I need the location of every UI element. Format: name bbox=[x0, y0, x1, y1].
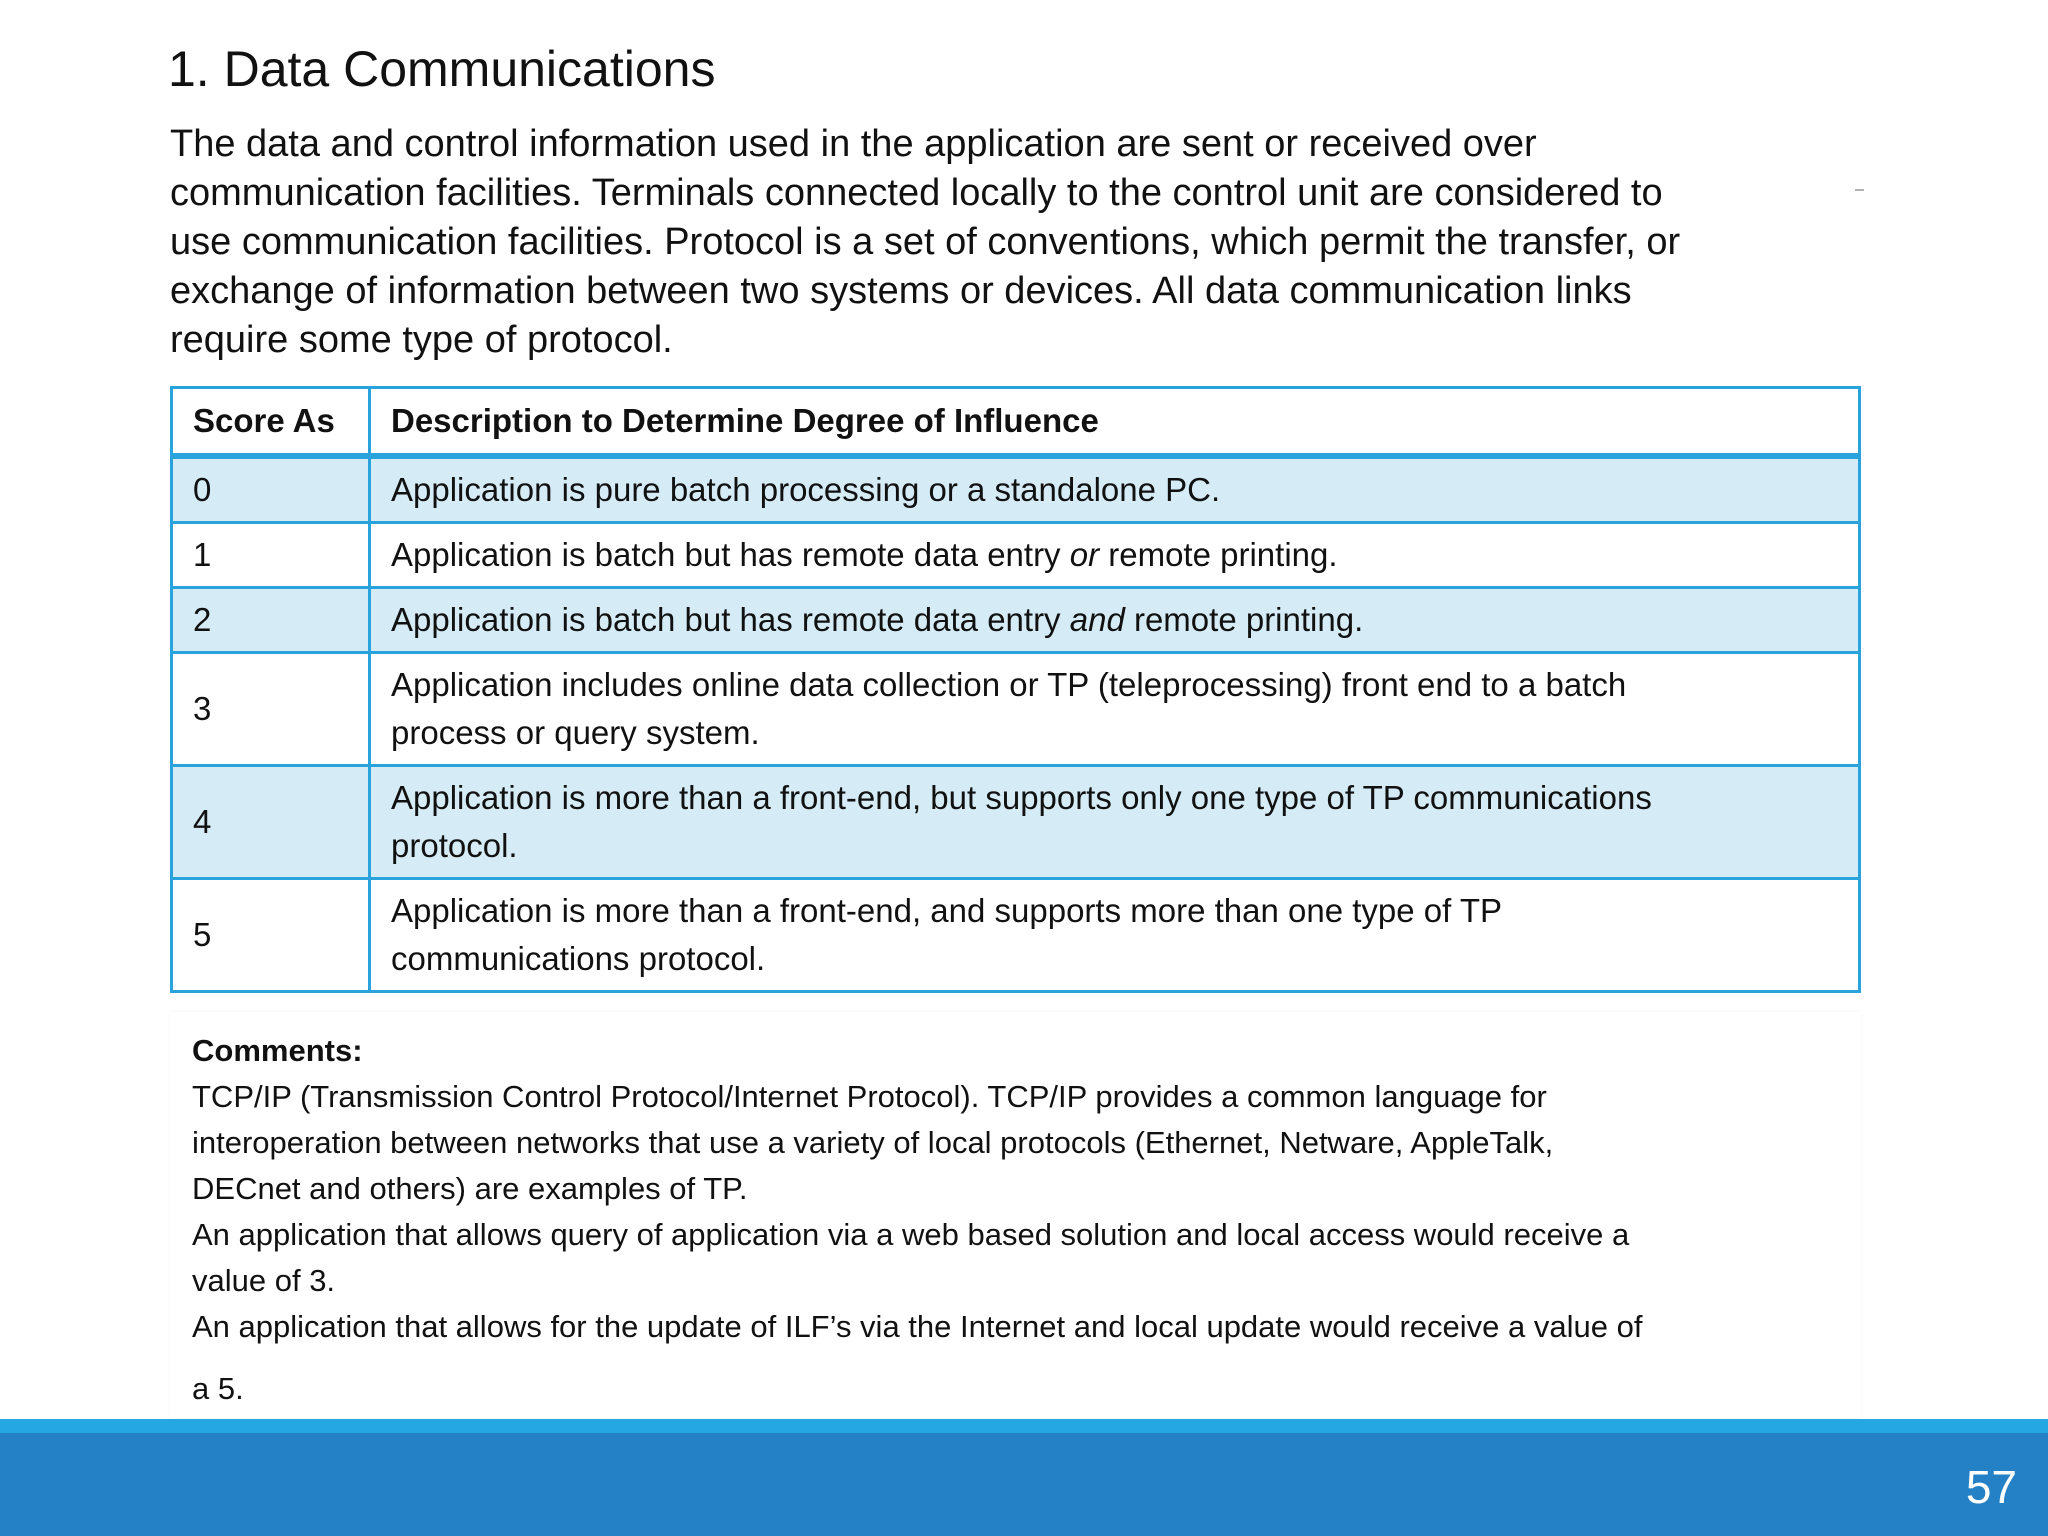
description-cell bbox=[370, 653, 1860, 766]
score-cell: 0 bbox=[172, 456, 370, 523]
comment-line: TCP/IP (Transmission Control Protocol/Internet Protocol). TCP/IP provides a common language for bbox=[192, 1079, 1547, 1114]
stray-dash bbox=[1855, 189, 1864, 191]
description-line: Application is batch but has remote data entry or remote printing. bbox=[391, 536, 1338, 573]
table-row bbox=[172, 879, 1860, 992]
intro-line: communication facilities. Terminals connected locally to the control unit are considered to bbox=[170, 172, 1663, 214]
comments-box bbox=[170, 1012, 1861, 1418]
description-line: Application is pure batch processing or a standalone PC. bbox=[391, 471, 1221, 508]
description-cell bbox=[370, 456, 1860, 523]
footer-stripe bbox=[0, 1419, 2048, 1433]
description-line: communications protocol. bbox=[391, 940, 766, 977]
table-row bbox=[172, 588, 1860, 653]
description-line: protocol. bbox=[391, 827, 518, 864]
score-cell: 4 bbox=[172, 766, 370, 879]
description-cell bbox=[370, 588, 1860, 653]
comment-line: DECnet and others) are examples of TP. bbox=[192, 1171, 748, 1206]
description-line: Application includes online data collection or TP (teleprocessing) front end to a batch bbox=[391, 666, 1627, 703]
footer-bar bbox=[0, 1433, 2048, 1536]
intro-paragraph bbox=[170, 120, 1870, 365]
description-line: Application is more than a front-end, and supports more than one type of TP bbox=[391, 892, 1503, 929]
emphasis: or bbox=[1069, 536, 1100, 573]
comment-line: An application that allows query of application via a web based solution and local access would receive a bbox=[192, 1217, 1630, 1252]
table-row bbox=[172, 766, 1860, 879]
influence-table bbox=[170, 386, 1861, 993]
score-cell: 5 bbox=[172, 879, 370, 992]
table-header-row bbox=[172, 388, 1860, 457]
comment-line: value of 3. bbox=[192, 1263, 336, 1298]
intro-line: use communication facilities. Protocol is a set of conventions, which permit the transfer, or bbox=[170, 221, 1681, 263]
score-cell: 2 bbox=[172, 588, 370, 653]
description-cell bbox=[370, 879, 1860, 992]
comment-line: interoperation between networks that use a variety of local protocols (Ethernet, Netware, AppleTalk, bbox=[192, 1125, 1554, 1160]
description-line: Application is batch but has remote data entry and remote printing. bbox=[391, 601, 1364, 638]
intro-line: require some type of protocol. bbox=[170, 319, 673, 361]
comment-line: a 5. bbox=[192, 1371, 244, 1406]
header-description: Description to Determine Degree of Influence bbox=[370, 388, 1860, 457]
comments-heading: Comments: bbox=[192, 1033, 363, 1068]
slide-number: 57 bbox=[1965, 1461, 2017, 1513]
score-cell: 3 bbox=[172, 653, 370, 766]
comments-content bbox=[192, 1028, 1642, 1412]
comment-line: An application that allows for the update of ILF’s via the Internet and local update would receive a value of bbox=[192, 1309, 1643, 1344]
table-row bbox=[172, 653, 1860, 766]
slide-title: 1. Data Communications bbox=[168, 41, 716, 97]
score-cell: 1 bbox=[172, 523, 370, 588]
header-score: Score As bbox=[172, 388, 370, 457]
table-row bbox=[172, 456, 1860, 523]
intro-line: exchange of information between two systems or devices. All data communication links bbox=[170, 270, 1632, 312]
table-row bbox=[172, 523, 1860, 588]
description-cell bbox=[370, 523, 1860, 588]
emphasis: and bbox=[1069, 601, 1125, 638]
description-line: process or query system. bbox=[391, 714, 760, 751]
description-cell bbox=[370, 766, 1860, 879]
description-line: Application is more than a front-end, but supports only one type of TP communications bbox=[391, 779, 1652, 816]
intro-line: The data and control information used in the application are sent or received over bbox=[170, 123, 1537, 165]
